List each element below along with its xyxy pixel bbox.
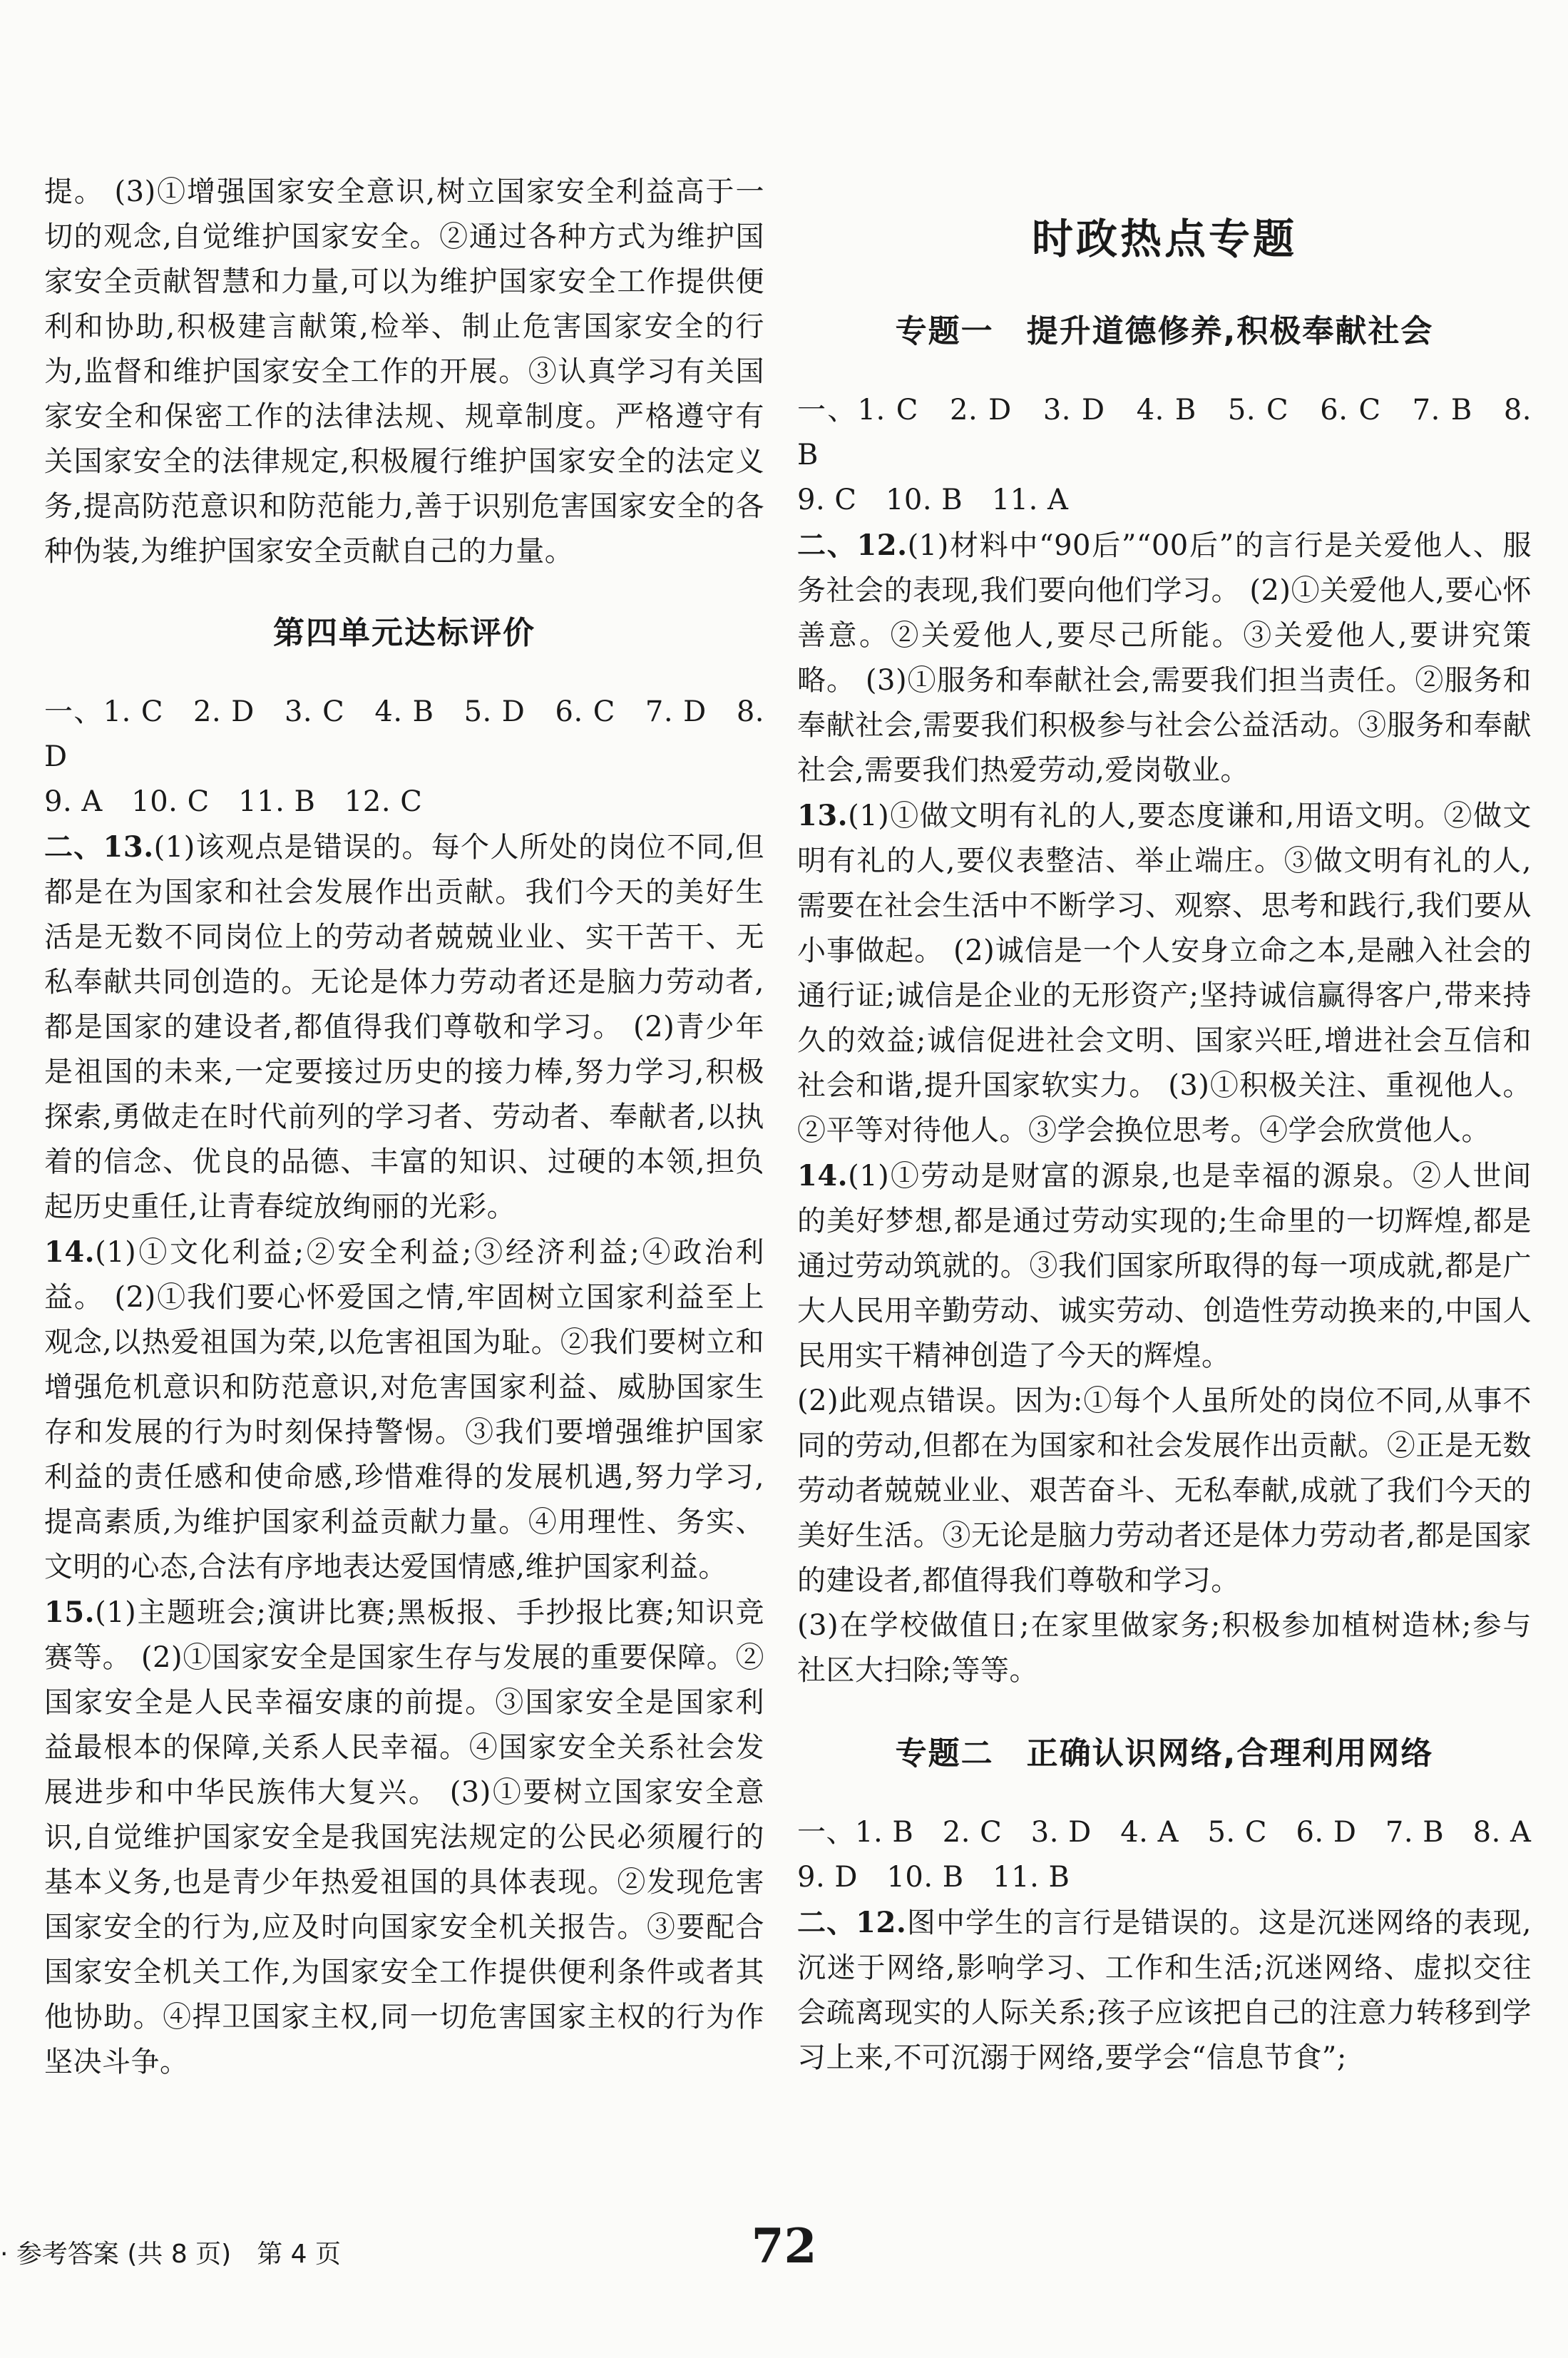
topic2-heading: 专题二 正确认识网络,合理利用网络 [895,1735,1434,1772]
question-14 [44,1230,764,1590]
t1-q14-number: 14. [797,1159,849,1193]
q14-text: (1)①文化利益;②安全利益;③经济利益;④政治利益。 (2)①我们要心怀爱国之情,牢固树立国家利益至上观念,以热爱祖国为荣,以危害祖国为耻。②我们要树立和增强危机意识和防范意识,对危害国家利益、威胁国家生存和发展的行为时刻保持警惕。③我们要增强维护国家利益的责任感和使命感,珍惜难得的发展机遇,努力学习,提高素质,为维护国家利益贡献力量。④用理性、务实、文明的心态,合法有序地表达爱国情感,维护国家利益。 [44,1236,764,1583]
q14-number: 14. [44,1235,96,1269]
t1-q13-number: 13. [797,799,849,832]
unit-heading: 第四单元达标评价 [273,615,536,651]
topic1-mc-line-2: 9. C 10. B 11. A [797,484,1069,516]
topic1-mc-line-1: 一、1. C 2. D 3. D 4. B 5. C 6. C 7. B 8. B [797,394,1532,471]
topic2-mc-line-2: 9. D 10. B 11. B [797,1861,1070,1894]
left-column [44,170,764,2085]
topic2-question-12 [797,1900,1532,2081]
t2-q12-text: 图中学生的言行是错误的。这是沉迷网络的表现,沉迷于网络,影响学习、工作和生活;沉迷网络、虚拟交往会疏离现实的人际关系;孩子应该把自己的注意力转移到学习上来,不可沉溺于网络,要学会“信息节食”; [797,1907,1532,2074]
q15-text: (1)主题班会;演讲比赛;黑板报、手抄报比赛;知识竞赛等。 (2)①国家安全是国家生存与发展的重要保障。②国家安全是人民幸福安康的前提。③国家安全是国家利益最根本的保障,关系人民幸福。④国家安全关系社会发展进步和中华民族伟大复兴。 (3)①要树立国家安全意识,自觉维护国家安全是我国宪法规定的公民必须履行的基本义务,也是青少年热爱祖国的具体表现。②发现危害国家安全的行为,应及时向国家安全机关报告。③要配合国家安全机关工作,为国家安全工作提供便利条件或者其他协助。④捍卫国家主权,同一切危害国家主权的行为作坚决斗争。 [44,1596,764,2078]
question-13 [44,825,764,1230]
topic1-question-14 [797,1153,1532,1379]
mc-answers-line-2: 9. A 10. C 11. B 12. C [44,785,423,818]
page-number: 72 [751,2218,817,2274]
topic1-question-13 [797,793,1532,1153]
footer-answer-label: · 参考答案 (共 8 页) 第 4 页 [0,2240,342,2269]
topic2-mc-line-1: 一、1. B 2. C 3. D 4. A 5. C 6. D 7. B 8. A [797,1816,1532,1849]
t1-q14-text-a: (1)①劳动是财富的源泉,也是幸福的源泉。②人世间的美好梦想,都是通过劳动实现的;生命里的一切辉煌,都是通过劳动筑就的。③我们国家所取得的每一项成就,都是广大人民用辛勤劳动、诚实劳动、创造性劳动换来的,中国人民用实干精神创造了今天的辉煌。 [797,1160,1532,1372]
t2-q12-number: 二、12. [797,1906,907,1939]
topic1-question-12 [797,523,1532,793]
right-column [797,205,1532,2081]
t1-q12-text: (1)材料中“90后”“00后”的言行是关爱他人、服务社会的表现,我们要向他们学习。 (2)①关爱他人,要心怀善意。②关爱他人,要尽己所能。③关爱他人,要讲究策略。 (3)①服务和奉献社会,需要我们担当责任。②服务和奉献社会,需要我们积极参与社会公益活动。③服务和奉献社会,需要我们热爱劳动,爱岗敬业。 [797,529,1532,787]
q15-number: 15. [44,1596,96,1629]
q13-text: (1)该观点是错误的。每个人所处的岗位不同,但都是在为国家和社会发展作出贡献。我们今天的美好生活是无数不同岗位上的劳动者兢兢业业、实干苦干、无私奉献共同创造的。无论是体力劳动者还是脑力劳动者,都是国家的建设者,都值得我们尊敬和学习。 (2)青少年是祖国的未来,一定要接过历史的接力棒,努力学习,积极探索,勇做走在时代前列的学习者、劳动者、奉献者,以执着的信念、优良的品德、丰富的知识、过硬的本领,担负起历史重任,让青春绽放绚丽的光彩。 [44,831,764,1223]
topic1-heading: 专题一 提升道德修养,积极奉献社会 [895,313,1434,349]
t1-q13-text: (1)①做文明有礼的人,要态度谦和,用语文明。②做文明有礼的人,要仪表整洁、举止端庄。③做文明有礼的人,需要在社会生活中不断学习、观察、思考和践行,我们要从小事做起。 (2)诚信是一个人安身立命之本,是融入社会的通行证;诚信是企业的无形资产;坚持诚信赢得客户,带来持久的效益;诚信促进社会文明、国家兴旺,增进社会互信和社会和谐,提升国家软实力。 (3)①积极关注、重视他人。②平等对待他人。③学会换位思考。④学会欣赏他人。 [797,800,1532,1147]
t1-q12-number: 二、12. [797,529,908,562]
mc-answers-line-1: 一、1. C 2. D 3. C 4. B 5. D 6. C 7. D 8. D [44,695,764,773]
topic1-question-14-part2: (2)此观点错误。因为:①每个人虽所处的岗位不同,从事不同的劳动,但都在为国家和社会发展作出贡献。②正是无数劳动者兢兢业业、艰苦奋斗、无私奉献,成就了我们今天的美好生活。③无论是脑力劳动者还是体力劳动者,都是国家的建设者,都值得我们尊敬和学习。 [797,1384,1532,1597]
topic1-question-14-part3: (3)在学校做值日;在家里做家务;积极参加植树造林;参与社区大扫除;等等。 [797,1609,1532,1687]
intro-paragraph: 提。 (3)①增强国家安全意识,树立国家安全利益高于一切的观念,自觉维护国家安全。②通过各种方式为维护国家安全贡献智慧和力量,可以为维护国家安全工作提供便利和协助,积极建言献策,检举、制止危害国家安全的行为,监督和维护国家安全工作的开展。③认真学习有关国家安全和保密工作的法律法规、规章制度。严格遵守有关国家安全的法律规定,积极履行维护国家安全的法定义务,提高防范意识和防范能力,善于识别危害国家安全的各种伪装,为维护国家安全贡献自己的力量。 [44,175,764,568]
question-15 [44,1590,764,2085]
main-title: 时政热点专题 [1031,215,1297,263]
q13-number: 二、13. [44,830,154,864]
